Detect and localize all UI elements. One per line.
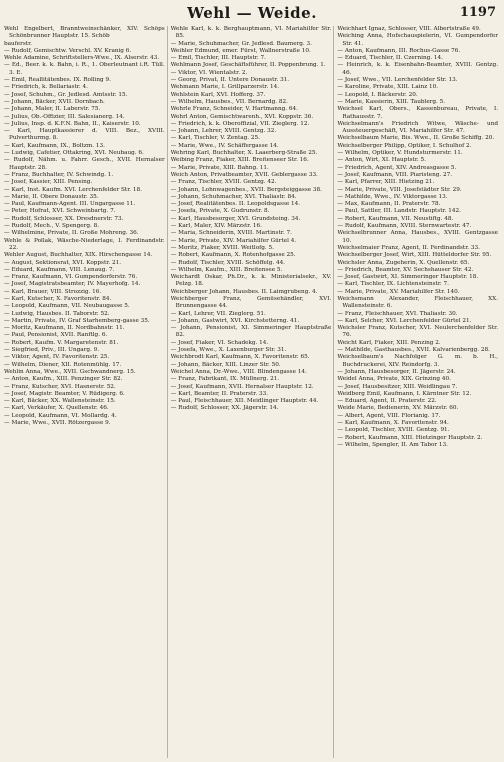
directory-entry: — Josef, Magistr. Beamter, V. Rüdigerg. 6.: [4, 390, 125, 397]
directory-entry: — Heinrich, k. k. Eisenbahn-Beamter, XVIII. Gentzg. 46.: [337, 62, 499, 76]
directory-entry: Weichhart Ignaz, Schlosser, VIII. Albertstraße 49.: [337, 26, 481, 32]
directory-entry: — Josef, Gastwirt, XI. Simmeringer Hauptstr. 18.: [337, 274, 479, 281]
directory-entry: — Franz, Fabrikant, IX. Müllnerg. 21.: [170, 376, 280, 383]
directory-entry: — Anton, Kaufmann, III. Rochus-Gasse 76.: [337, 47, 461, 54]
directory-entry: — Friedrich, Agent, XIV. Andreasgasse 5.: [337, 164, 457, 171]
directory-entry: — Ed., Beer. k. k. Bahn, i. R., 1. Oberleutnant i.R. Tüll. 3. E.: [4, 62, 165, 76]
directory-entry: — Friedrich, k. k. Oberoffizial, VII. Zieglerg. 12.: [170, 120, 310, 127]
directory-entry: — Josef, Kaufmann, VIII. Piaristeng. 27.: [337, 171, 453, 178]
directory-entry: Wehle Adamine, Schriftstellers-Wwe., IX. Alserstr. 43.: [4, 55, 160, 62]
directory-entry: — Paul, Pensionist, XVII. Ranftlg. 6.: [4, 332, 108, 339]
directory-entry: Wehle & Pollak, Wäsche-Niederlage, I. Ferdinandstr. 22.: [4, 237, 165, 251]
directory-entry: — Johann, Lehrer, XVIII. Gentzg. 32.: [170, 128, 277, 135]
directory-entry: — Anton, Kaufm., XIII. Penzinger Str. 82.: [4, 376, 123, 383]
directory-entry: Weichselbaum Marie, Bis. Wwe., II. Große Schiffg. 20.: [337, 135, 495, 142]
directory-entry: — Karl, Pfarrer, XIII. Hietzing 21.: [337, 179, 435, 186]
directory-entry: Wehmann Marie, I. Grillparzerstr. 14.: [170, 84, 280, 91]
directory-entry: — Rudolf, Kaufmann, XVIII. Sternwartestr. 47.: [337, 223, 472, 230]
directory-entry: — Karl, Brauer, VIII. Strozzig. 16.: [4, 288, 102, 295]
directory-entry: Wehler August, Buchhalter, XIX. Hirschengasse 14.: [4, 252, 153, 259]
directory-entry: Weich Anton, Privatbeamter, XVII. Geblergasse 33.: [170, 171, 318, 178]
page-number: 1197: [459, 5, 496, 20]
directory-entry: — Johann, Lohnwagenbes., XVII. Bergsteiggasse 38.: [170, 186, 322, 193]
directory-entry: — Wilhelm, Diener, XII. Rotenmühlg. 17.: [4, 361, 122, 368]
directory-entry: — Franz, Kaufmann, VI. Gumpendorferstr. 76.: [4, 274, 138, 281]
directory-entry: Wehring Karl, Buchhalter, X. Laaerberg-Straße 25.: [170, 150, 318, 157]
running-head: Wehl — Weide.: [187, 4, 317, 22]
directory-entry: Weide Marie, Bedienerin, XV. Märzstr. 60.: [337, 405, 459, 412]
directory-entry: — Siegfried, Priv., III. Ungarg. 9.: [4, 347, 100, 354]
directory-entry: — Julius, Insp. d. K.F.N. Bahn, II., Kaiserstr. 10.: [4, 120, 141, 127]
directory-entry: Weichselberger Philipp, Optiker, I. Schulhof 2.: [337, 142, 472, 149]
directory-entry: — Rudolf, Mech., V. Spengerg. 8.: [4, 223, 100, 230]
directory-entry: — Wilhelm, Kaufm., XIII. Breitensee 5.: [170, 266, 283, 273]
directory-entry: Weihler Edmund, emer. Fürst, Wallnerstraße 10.: [170, 47, 311, 54]
directory-entry: — Franz, Tischler, XVIII. Gentzg. 42.: [170, 179, 277, 186]
directory-entry: — Rudolf, Tischler, XVIII. Schöffelg. 44.: [170, 259, 285, 266]
directory-entry: — Josef, Realitätenbes. II. Leopoldsgasse 14.: [170, 201, 301, 208]
directory-entry: — Moritz, Fiaker, XVIII. Weitlofg. 5.: [170, 244, 274, 251]
directory-entry: — Peter, Hofrat, XVI. Schweinbartg. 7.: [4, 208, 116, 215]
directory-entry: Wehlmann Josef, Geschäftsführer, II. Poppenbrung. 1.: [170, 62, 326, 69]
directory-entry: — Robert, Kaufmann, XIII. Hietzinger Hauptstr. 2.: [337, 434, 483, 441]
directory-entry: — Rudolf, Gemischtw. Verschl. XV. Kranig 6.: [4, 47, 132, 54]
directory-entry: — Karl, Bäcker, XX. Wallensteinstr. 15.: [4, 398, 116, 405]
directory-entry: — Josef, Magistratsbeamter, IV. Mayerhofg. 14.: [4, 281, 141, 288]
directory-entry: — Karl, Kutscher, X. Favoritenstr. 84.: [4, 295, 112, 302]
directory-entry: — Eduard, Kaufmann, VIII. Lenaug. 7.: [4, 266, 115, 273]
directory-entry: — Marie, Private, XIII. Bahng. 11.: [170, 164, 269, 171]
directory-entry: — Emil, Tischler, III. Hauptstr. 7.: [170, 55, 266, 62]
directory-column-3: [337, 26, 500, 758]
directory-entry: — Karl, Verkäufer, X. Quellenstr. 46.: [4, 405, 109, 412]
directory-entry: Weichsler Franz, Kutscher, XVI. Neulerchenfelder Str. 76.: [337, 325, 499, 339]
directory-entry: Weichselbaum's Nachfolger G. m. b. H., Buchdruckerei, XIV. Reindorfg. 3.: [337, 354, 499, 368]
directory-entry: — Leopold, I. Bäckerstr. 20.: [337, 91, 418, 98]
directory-entry: — Georg, Privat, II. Untere Donaustr. 31.: [170, 77, 290, 84]
directory-column-2: [171, 26, 335, 758]
directory-entry: — Rudolf, Nähm. u. Fahrr. Gesch., XVII. Hernalser Hauptstr. 28.: [4, 157, 165, 171]
directory-entry: — Eduard, Agent, II. Praterstr. 22.: [337, 398, 437, 405]
directory-entry: — Johann, Bäcker, XIII. Linzer Str. 50.: [170, 361, 281, 368]
directory-column-1: [4, 26, 168, 758]
directory-entry: Weicht Karl, Fiaker, XIII. Penzing 2.: [337, 339, 441, 346]
directory-entry: Weidel Anna, Private, XIX. Grinzing 40.: [337, 376, 451, 383]
directory-entry: — Rudolf, Schlosser, XX. Jägerstr. 14.: [170, 405, 279, 412]
directory-entry: — Ludwig, Cafetier, Ottakring, XVI. Neubaug. 6.: [4, 150, 144, 157]
directory-entry: — Friedrich, Beamter, XV. Sechshauser Str. 42.: [337, 266, 474, 273]
directory-entry: — August, Sektionsrat, XVI. Koppstr. 21.: [4, 259, 121, 266]
directory-entry: — Mathilde, Wwe., IV. Viktorgasse 13.: [337, 193, 448, 200]
directory-entry: — Johann, Gastwirt, XVI. Kirchstetterng. 41.: [170, 317, 300, 324]
directory-entry: Weichselbrunner Anna, Hausbes., XVIII. Gentzgasse 10.: [337, 230, 499, 244]
directory-entry: — Friedrich, k. Bellariastr. 4.: [4, 84, 88, 91]
directory-entry: — Karl, Maler, XIV. Märzstr. 16.: [170, 223, 262, 230]
directory-entry: — Karl, Kaufmann, X. Favoritenstr. 94.: [337, 420, 449, 427]
directory-entry: — Eduard, Tischler, II. Czerning. 14.: [337, 55, 443, 62]
directory-entry: — Moritz, Kaufmann, II. Nordbahnstr. 11.: [4, 325, 125, 332]
directory-entry: — Leopold, Tischler, XVIII. Gentzg. 91.: [337, 427, 450, 434]
directory-entry: — Marie, Private, VIII. Josefstädter Str. 29.: [337, 186, 462, 193]
directory-entry: — Wilhelm, Optiker, V. Hundsturmerstr. 11.: [337, 150, 463, 157]
directory-entry: — Johann, Schuhmacher, XVI. Thaliastr. 84.: [170, 193, 297, 200]
directory-entry: Weiching Anna, Hofschauspielerin, VI. Gumpendorfer Str. 41.: [337, 33, 499, 47]
directory-entry: — Karl, Lehrer, VII. Zieglerg. 51.: [170, 310, 266, 317]
directory-entry: — Karl, Selcher, XVI. Lerchenfelder Gürtel 21.: [337, 317, 472, 324]
directory-entry: Wehlin Anna, Wwe., XVII. Gschwandnerg. 15.: [4, 368, 136, 375]
directory-entry: — Marie, Private, XIV. Mariahilfer Gürtel 4.: [170, 237, 297, 244]
directory-entry: — Paul, Fleischhauer, XII. Meidlinger Hauptstr. 44.: [170, 398, 319, 405]
directory-entry: Wehrle Franz, Schneider, V. Hartmanng. 64.: [170, 106, 298, 113]
directory-entry: Weichsler Anna, Zugeherin, X. Quellenstr. 65.: [337, 259, 470, 266]
directory-columns: [4, 26, 500, 758]
directory-entry: — Johann, Pensionist, XI. Simmeringer Hauptstraße 82.: [170, 325, 332, 339]
directory-entry: — Karl, Inst. Kaufm. XVI. Lerchenfelder Str. 18.: [4, 186, 142, 193]
page-header: [0, 0, 504, 26]
directory-entry: Wehl Engelbert, Branntweinschänker, XIV. Schöps Schönbrunner Hauptstr. 15. Schöb: [4, 26, 165, 40]
directory-entry: — Josef, Wwe., VII. Lerchenfelder Str. 13.: [337, 77, 458, 84]
directory-entry: — Karl, Beamter, II. Praterstr. 33.: [170, 390, 269, 397]
directory-entry: — Paul, Kaufmann-Agent. III. Ungargasse 11.: [4, 201, 136, 208]
directory-entry: — Josefa, Wwe., X. Laxenburger Str. 31.: [170, 347, 287, 354]
directory-entry: — Karoline, Private, XIII. Lainz 10.: [337, 84, 439, 91]
directory-entry: — Karl, Tischler, V. Zentag. 25.: [170, 135, 260, 142]
directory-entry: — Marie, Private, XV. Mariahilfer Str. 140.: [337, 288, 460, 295]
directory-entry: — Franz, Fleischhauer, XVI. Thaliastr. 30.: [337, 310, 458, 317]
directory-entry: Wehlstein Karl, XVI. Hofferg. 37.: [170, 91, 266, 98]
directory-entry: — Leopold, Kaufmann, VII. Neubaugasse 5.: [4, 303, 130, 310]
directory-entry: — Marie, Schuhmacher, Gr. Jedlesd. Baumerg. 3.: [170, 40, 312, 47]
directory-entry: — Wilhelm, Hausbes., VII. Bernardg. 82.: [170, 98, 288, 105]
directory-entry: — Wilhelm, Spengler, II. Am Tabor 13.: [337, 441, 448, 448]
directory-entry: Weichardt Oskar, Ph.Dr., k. k. Ministerialsekr., XV. Pelzg. 18.: [170, 274, 332, 288]
directory-entry: — Franz, Kutscher, XVI. Hasnerstr. 52.: [4, 383, 116, 390]
directory-entry: — Max, Kaufmann, II. Praterstr. 78.: [337, 201, 441, 208]
directory-entry: Weichsel Karl, Obers., Kassenbureau, Private, I. Rathausstr. 7.: [337, 106, 499, 120]
directory-entry: — Josef, Schuhm., Gr. Jedlesd. Amtsstr. 15.: [4, 91, 128, 98]
directory-entry: — Marie, II. Obere Donaustr. 35.: [4, 193, 99, 200]
directory-entry: Weibing Franz, Fiaker, XIII. Breitenseer Str. 16.: [170, 157, 309, 164]
directory-entry: — Johann, Maler, II. Laberstr. 75.: [4, 106, 101, 113]
directory-entry: — Rudolf, Schlosser, XX. Dresdnerstr. 73.: [4, 215, 124, 222]
directory-entry: — Martin, Private, IV. Graf Starhemberg-gasse 35.: [4, 317, 150, 324]
directory-entry: Wehrl Anton, Gemischtwarenh., XVI. Koppstr. 36.: [170, 113, 314, 120]
directory-entry: — Viktor, VI. Wientalstr. 2.: [170, 69, 248, 76]
directory-entry: — Karl, Hauptkassierer d. VIII. Bez., XVIII. Pulverthurmg. 8.: [4, 128, 165, 142]
directory-entry: — Josef, Hausbesitzer, XIII. Weidlingau 7.: [337, 383, 458, 390]
directory-entry: — Karl, Hausbesorger, XVI. Grundsteing. 34.: [170, 215, 301, 222]
directory-entry: — Josef, Kassier, XIII. Pensing.: [4, 179, 93, 186]
directory-entry: — Albert, Agent, VIII. Florianig. 17.: [337, 412, 441, 419]
directory-entry: — Karl, Kaufmann, IX., Boltzm. 13.: [4, 142, 105, 149]
directory-entry: — Robert, Kaufmann, VII. Neustiftg. 48.: [337, 215, 454, 222]
directory-entry: — Marie, Wwe., XVII. Rötzergasse 9.: [4, 420, 111, 427]
directory-entry: — Wilhelmine, Private, II. Große Mohreng. 36.: [4, 230, 139, 237]
directory-entry: bauferstr.: [4, 40, 32, 47]
directory-entry: Weichselberger Josef, Wirt, XIII. Hütteldorfer Str. 95.: [337, 252, 492, 259]
directory-entry: Weichbrodt Karl, Kaufmann, X. Favoritenstr. 65.: [170, 354, 310, 361]
directory-entry: Weichel Anna, Dr.-Wwe., VIII. Blindengasse 14.: [170, 368, 307, 375]
directory-entry: — Karl, Tischler, IX. Lichtensteinstr. 7.: [337, 281, 449, 288]
directory-entry: Weichselmann's Friedrich Witwe, Wäsche- und Aussteuergeschäft, VI. Mariahilfer Str. 47.: [337, 120, 499, 135]
directory-entry: — Leopold, Kaufmann, VI. Mollardg. 4.: [4, 412, 117, 419]
directory-entry: — Franz, Buchhalter, IV. Schwindg. 1.: [4, 171, 114, 178]
directory-entry: Weichberger Johann, Hausbes. II. Laimgrubeng. 4.: [170, 288, 318, 295]
directory-entry: — Johann, Hausbesorger, II. Jägerstr. 24.: [337, 368, 456, 375]
directory-entry: — Paul, Sattler, III. Landstr. Hauptstr. 142.: [337, 208, 461, 215]
directory-entry: Weichberger Franz, Gemüsehändler, XVI. Brunnengasse 44.: [170, 295, 332, 310]
directory-entry: — Maria, Schneiderin, XVIII. Martinstr. 7.: [170, 230, 292, 237]
directory-entry: Weidberg Emil, Kaufmann, I. Kärntner Str. 12.: [337, 390, 472, 397]
directory-entry: — Robert, Kaufmann, X. Rotenhofgasse 25.: [170, 252, 296, 259]
directory-entry: — Marie, Wwe., IV. Schäffergasse 14.: [170, 142, 279, 149]
directory-entry: Weichselmaier Franz, Agent, II. Ferdinandstr. 33.: [337, 244, 480, 251]
directory-entry: — Mathilde, Gasthausbes., XVII. Kalvarienbergg. 28.: [337, 347, 490, 354]
directory-entry: — Ludwig, Hausbes. II. Taborstr. 52.: [4, 310, 110, 317]
directory-entry: — Josef, Kaufmann, XVII. Hernalser Hauptstr. 12.: [170, 383, 314, 390]
directory-entry: Weichsmann Alexander, Fleischhauer, XX. Wallensteinstr. 6.: [337, 295, 499, 310]
directory-entry: — Robert, Kaufm. V. Margaretenstr. 81.: [4, 339, 119, 346]
directory-entry: — Johann, Bäcker, XVII. Dornbach.: [4, 98, 105, 105]
directory-entry: — Marie, Kassierin, XIII. Taublerg. 5.: [337, 98, 446, 105]
directory-entry: — Anton, Wirt, XI. Hauptstr. 5.: [337, 157, 426, 164]
directory-entry: — Emil, Reallitätenbes. IX. Rolling 9.: [4, 77, 111, 84]
directory-entry: Wehle Karl, k. k. Berghauptmann, VI. Mariahilfer Str. 85.: [170, 26, 332, 40]
directory-entry: — Josefa, Private, X. Gudrunstr. 8.: [170, 208, 270, 215]
directory-entry: — Julius, Ob.-Offizier, III. Salesianerg. 14.: [4, 113, 125, 120]
directory-entry: — Viktor, Agent, IV. Favoritenstr. 25.: [4, 354, 110, 361]
directory-entry: — Josef, Fiaker, VI. Schadekg. 14.: [170, 339, 269, 346]
